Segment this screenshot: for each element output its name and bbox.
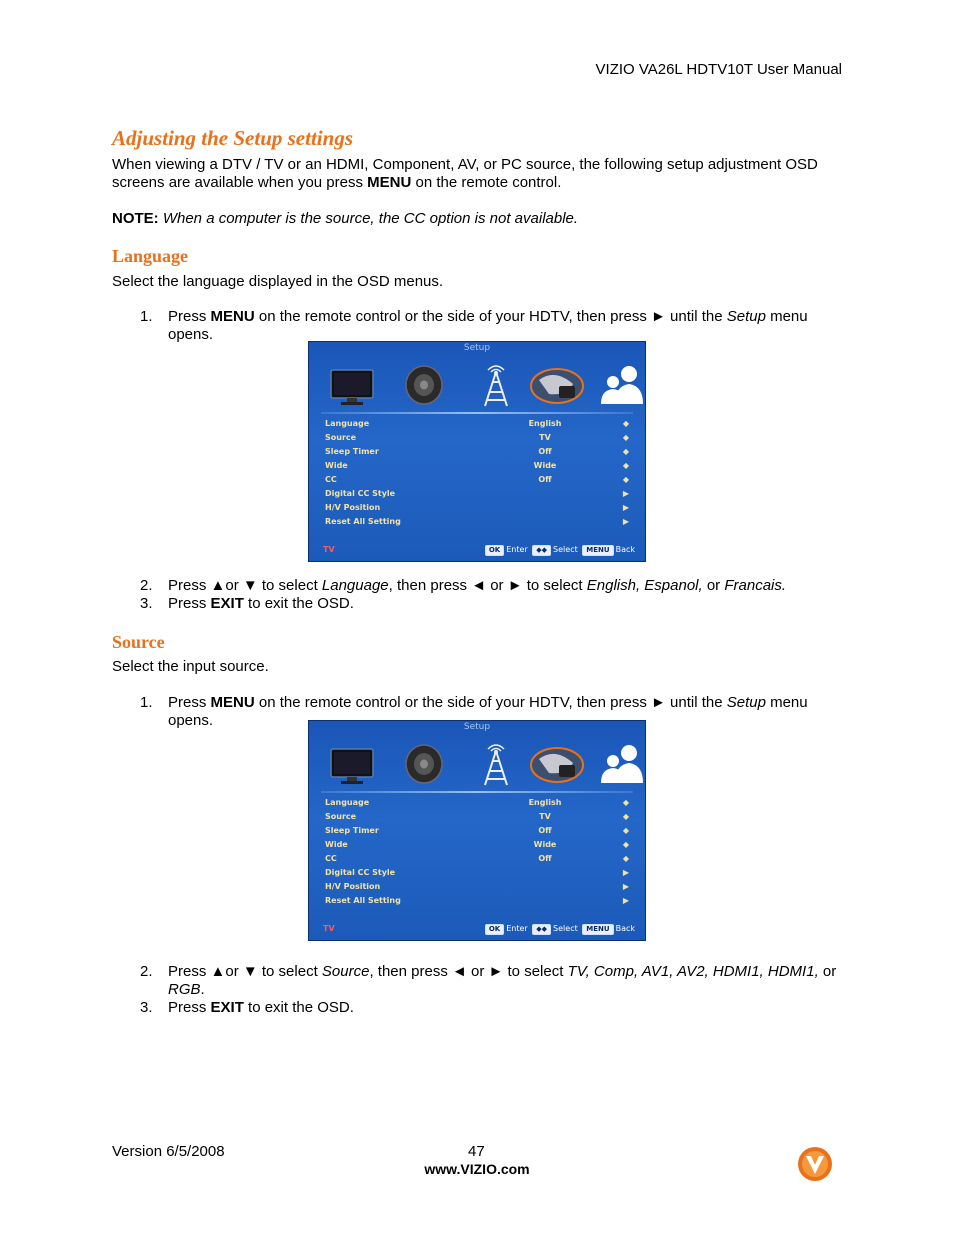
- intro-menu-key: MENU: [367, 174, 412, 191]
- osd-menu-label: Sleep Timer: [325, 447, 379, 456]
- step-text: on the remote control or the side of your HDTV, then press ► until the: [254, 694, 727, 711]
- osd-menu-label: Reset All Setting: [325, 896, 401, 905]
- tv-icon: [327, 741, 377, 787]
- osd-divider: [321, 791, 633, 793]
- intro-text-end: on the remote control.: [411, 174, 562, 191]
- language-step2-number: 2.: [140, 577, 153, 594]
- osd-menu-row: [325, 503, 635, 517]
- osd-divider: [321, 412, 633, 414]
- osd-arrow-icon: ▶: [622, 489, 629, 498]
- speaker-icon: [399, 362, 449, 408]
- osd-menu-row: [325, 812, 635, 826]
- step-text: , then press ◄ or ► to select: [369, 963, 568, 980]
- osd-screenshot-language: [308, 341, 646, 562]
- hint-enter: Enter: [506, 545, 528, 554]
- language-step1-number: 1.: [140, 308, 153, 325]
- item-name: Source: [321, 963, 370, 980]
- page-number: 47: [468, 1143, 485, 1160]
- osd-title: Setup: [463, 722, 491, 732]
- osd-menu-row: [325, 840, 635, 854]
- osd-menu-label: Reset All Setting: [325, 517, 401, 526]
- osd-menu-value: TV: [539, 812, 551, 821]
- option-list: RGB: [168, 981, 201, 998]
- osd-hint-bar: [483, 924, 635, 935]
- osd-menu-row: [325, 419, 635, 433]
- hint-select: Select: [553, 924, 578, 933]
- website-url: www.VIZIO.com: [424, 1161, 530, 1177]
- osd-menu-label: Sleep Timer: [325, 826, 379, 835]
- users-icon: [597, 741, 646, 787]
- osd-menu-value: TV: [539, 433, 551, 442]
- osd-menu-label: Digital CC Style: [325, 489, 396, 498]
- hint-back: Back: [615, 545, 635, 554]
- osd-menu-label: CC: [325, 854, 337, 863]
- osd-menu-value: Off: [538, 826, 552, 835]
- osd-screenshot-source: [308, 720, 646, 941]
- menu-key: MENU: [210, 694, 255, 711]
- note: [112, 210, 832, 228]
- users-icon: [597, 362, 646, 408]
- hint-back: Back: [615, 924, 635, 933]
- nav-key-icon: ◆◆: [532, 924, 551, 935]
- step-text: Press: [168, 595, 211, 612]
- step-text: to exit the OSD.: [243, 595, 354, 612]
- osd-title: Setup: [463, 343, 491, 353]
- osd-arrow-icon: ◆: [622, 433, 629, 442]
- step-text: or: [818, 963, 837, 980]
- step-text: Press ▲or ▼ to select: [168, 963, 322, 980]
- setup-menu-name: Setup: [726, 694, 766, 711]
- step-text: Press ▲or ▼ to select: [168, 577, 322, 594]
- vizio-logo-icon: [797, 1146, 833, 1182]
- osd-menu-label: H/V Position: [325, 882, 381, 891]
- osd-arrow-icon: ◆: [622, 475, 629, 484]
- speaker-icon: [399, 741, 449, 787]
- osd-menu-value: English: [528, 798, 562, 807]
- language-step1-text: [168, 308, 838, 344]
- exit-key: EXIT: [210, 595, 244, 612]
- osd-source-label: TV: [323, 924, 335, 933]
- language-step2-text: [168, 577, 838, 595]
- osd-menu-row: [325, 447, 635, 461]
- osd-menu-label: Wide: [325, 840, 348, 849]
- step-text: , then press ◄ or ► to select: [388, 577, 587, 594]
- section-title: Adjusting the Setup settings: [112, 126, 353, 150]
- osd-menu-value: Wide: [533, 461, 557, 470]
- osd-arrow-icon: ▶: [622, 882, 629, 891]
- menu-key-icon: MENU: [582, 545, 613, 556]
- osd-arrow-icon: ◆: [622, 840, 629, 849]
- osd-menu-label: H/V Position: [325, 503, 381, 512]
- osd-menu-row: [325, 517, 635, 531]
- step-text: Press: [168, 308, 211, 325]
- osd-menu-value: Wide: [533, 840, 557, 849]
- step-text: menu opens.: [168, 308, 808, 343]
- osd-footer: [309, 541, 645, 561]
- step-text: menu opens.: [168, 694, 808, 729]
- osd-hint-bar: [483, 545, 635, 556]
- osd-menu-label: Digital CC Style: [325, 868, 396, 877]
- osd-menu-row: [325, 489, 635, 503]
- hint-enter: Enter: [506, 924, 528, 933]
- source-step2-number: 2.: [140, 963, 153, 980]
- satellite-dish-icon: [527, 741, 587, 787]
- note-label: NOTE:: [112, 210, 159, 227]
- item-name: Language: [321, 577, 389, 594]
- osd-arrow-icon: ▶: [622, 896, 629, 905]
- intro-text: When viewing a DTV / TV or an HDMI, Component, AV, or PC source, the following setup adjustment OSD screens are available when you press: [112, 156, 818, 191]
- osd-menu-row: [325, 461, 635, 475]
- setup-menu-name: Setup: [726, 308, 766, 325]
- osd-arrow-icon: ◆: [622, 461, 629, 470]
- source-description: Select the input source.: [112, 658, 269, 675]
- osd-arrow-icon: ◆: [622, 854, 629, 863]
- menu-key: MENU: [210, 308, 255, 325]
- antenna-icon: [471, 362, 521, 408]
- step-text: to exit the OSD.: [243, 999, 354, 1016]
- osd-menu-label: CC: [325, 475, 337, 484]
- menu-key-icon: MENU: [582, 924, 613, 935]
- osd-arrow-icon: ▶: [622, 868, 629, 877]
- osd-source-label: TV: [323, 545, 335, 554]
- nav-key-icon: ◆◆: [532, 545, 551, 556]
- osd-menu-label: Source: [325, 812, 357, 821]
- osd-menu-row: [325, 854, 635, 868]
- step-text: Press: [168, 694, 211, 711]
- osd-icon-bar: [327, 362, 627, 410]
- step-text: on the remote control or the side of your HDTV, then press ► until the: [254, 308, 727, 325]
- antenna-icon: [471, 741, 521, 787]
- osd-menu-label: Source: [325, 433, 357, 442]
- option-list: Francais.: [724, 577, 787, 594]
- source-heading: Source: [112, 632, 165, 652]
- exit-key: EXIT: [210, 999, 244, 1016]
- language-description: Select the language displayed in the OSD menus.: [112, 273, 444, 290]
- osd-menu-value: Off: [538, 854, 552, 863]
- ok-key-icon: OK: [485, 924, 504, 935]
- step-text: .: [200, 981, 205, 998]
- language-heading: Language: [112, 246, 189, 266]
- intro-paragraph: [112, 156, 832, 192]
- osd-menu-row: [325, 882, 635, 896]
- osd-arrow-icon: ◆: [622, 798, 629, 807]
- ok-key-icon: OK: [485, 545, 504, 556]
- source-step3-number: 3.: [140, 999, 153, 1016]
- step-text: or: [702, 577, 725, 594]
- osd-menu-value: English: [528, 419, 562, 428]
- language-step3-text: [168, 595, 838, 613]
- manual-title: VIZIO VA26L HDTV10T User Manual: [595, 61, 842, 78]
- osd-menu-label: Language: [325, 798, 370, 807]
- osd-menu-row: [325, 826, 635, 840]
- note-text: When a computer is the source, the CC option is not available.: [158, 210, 579, 227]
- source-step2-text: [168, 963, 838, 999]
- osd-menu-value: Off: [538, 447, 552, 456]
- tv-icon: [327, 362, 377, 408]
- hint-select: Select: [553, 545, 578, 554]
- source-step3-text: [168, 999, 838, 1017]
- osd-arrow-icon: ◆: [622, 826, 629, 835]
- osd-footer: [309, 920, 645, 940]
- osd-menu-row: [325, 896, 635, 910]
- osd-arrow-icon: ▶: [622, 517, 629, 526]
- osd-arrow-icon: ▶: [622, 503, 629, 512]
- source-step1-number: 1.: [140, 694, 153, 711]
- osd-menu-row: [325, 475, 635, 489]
- satellite-dish-icon: [527, 362, 587, 408]
- osd-menu-row: [325, 433, 635, 447]
- version-label: Version 6/5/2008: [112, 1143, 225, 1160]
- osd-menu-value: Off: [538, 475, 552, 484]
- osd-menu-row: [325, 798, 635, 812]
- osd-arrow-icon: ◆: [622, 447, 629, 456]
- osd-menu-row: [325, 868, 635, 882]
- osd-icon-bar: [327, 741, 627, 789]
- osd-arrow-icon: ◆: [622, 419, 629, 428]
- step-text: Press: [168, 999, 211, 1016]
- osd-menu-label: Language: [325, 419, 370, 428]
- option-list: English, Espanol,: [586, 577, 703, 594]
- language-step3-number: 3.: [140, 595, 153, 612]
- osd-menu-label: Wide: [325, 461, 348, 470]
- osd-arrow-icon: ◆: [622, 812, 629, 821]
- option-list: TV, Comp, AV1, AV2, HDMI1, HDMI1,: [567, 963, 819, 980]
